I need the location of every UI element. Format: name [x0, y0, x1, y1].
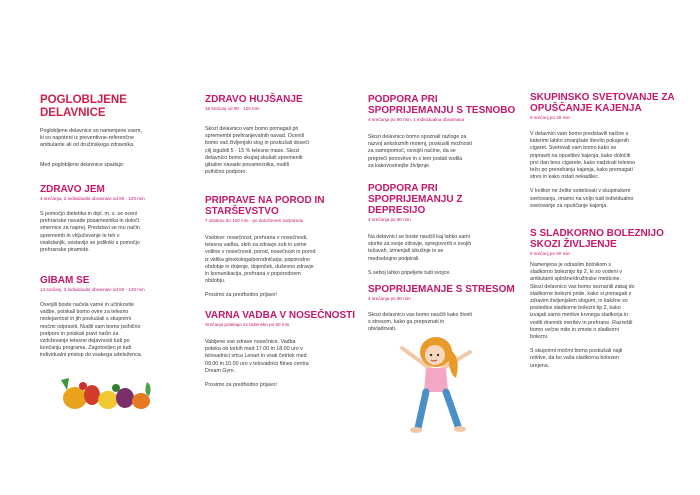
face-shape — [425, 345, 445, 365]
eggplant-shape — [116, 388, 134, 408]
section-title: PODPORA PRI — [368, 94, 438, 105]
section-gibam-se: GIBAM SE 14 srečanj, 2 individualni obravnavi od 60 - 120 min Osvojili boste načela varne in učinkovite vadbe, poiskali bomo ovire za telesno nedejavnost in jih poskušali s skupnimi močmi odpraviti. Nudili vam bomo psihično podporo in poiskali pravi način za vzdrževanje telesne dejavnosti tudi po končanju programa. Zagotovljen je tudi individualni pristop do vsakega udeleženca. — [40, 275, 145, 359]
section-title: STARŠEVSTVO — [205, 206, 279, 217]
section-subtitle: 4 srečanja, 2 individualni obravnavi od 90 - 120 min — [40, 196, 145, 201]
orange-shape — [63, 387, 87, 409]
fruit-vegetables-illustration — [55, 368, 165, 413]
section-title: DEPRESIJO — [368, 205, 426, 216]
section-subtitle: 16 srečanj od 90 - 120 min — [205, 106, 260, 111]
section-zdravo-hujsanje: ZDRAVO HUJŠANJE 16 srečanj od 90 - 120 min Skozi delavnico vam bomo pomagali pri spremembi prehranjevalnih navad. Ocenili bomo vaš življenjski slog in poskušali doseči cilj izgubiti 5 - 15 % telesne mase. Skozi delavnico bomo skupaj skušali spremeniti gibalne navade posameznika, nudili psihično podporo. — [205, 94, 309, 176]
section-subtitle: 14 srečanj, 2 individualni obravnavi od 60 - 120 min — [40, 287, 145, 292]
registration-note: Prosimo za predhodno prijavo! — [205, 382, 277, 389]
section-title: SPOPRIJEMANJU Z — [368, 194, 463, 205]
section-sladkorna-bolezen: S SLADKORNO BOLEZNIJO SKOZI ŽIVLJENJE 5 srečanj po 90 min Namenjena je odraslim bolnikom s sladkorno boleznijo tip 2, ki so vodeni v ambulanti splošne/družinske medicine. Skozi delavnico vas bomo seznanili zakaj do sladkorne bolezni pride, kako si pomagati z zdravim življenjskim slogom, in kakšne so posledice sladkorne bolezni tip 2, kako izvajati samo meritve krvnega sladkorja in voditi dnevnik meritev in prehrane. Razrešili bomo večne mite in zmote o sladkorni bolezni. S skupnimi močmi bomo poskušali najti rešitve, da bo vaša sladkorna bolezen urejena. — [530, 228, 664, 369]
section-title: S SLADKORNO BOLEZNIJO — [530, 228, 664, 239]
section-subtitle: Srečanja potekajo 2x tedensko po 60 min — [205, 322, 290, 327]
section-subtitle: 4 srečanja po 90 min — [368, 217, 411, 222]
section-priprave-na-porod: PRIPRAVE NA POROD IN STARŠEVSTVO 7 obiskov do 120 min - po določenem razporedu Vsebine: nosečnost, prehrana v nosečnosti, telesna vadba, skrb za zdravje zob in ustne votline v nosečnosti, porod, nosečnost in porod iz vidika ginekologa/porodničarja, poporodno obdobje in dojenje, dojenček, duševno zdravje in komunikacija, prehrana v poporodnem obdobju. Prosimo za predhodno prijavo! — [205, 195, 325, 299]
section-title: OPUŠČANJE KAJENJA — [530, 103, 642, 114]
section-zdravo-jem: ZDRAVO JEM 4 srečanja, 2 individualni obravnavi od 90 - 120 min S pomočjo dietetika in dipl. m. s. se oceni prehranske navade posameznika in določi smernice za naprej. Predstavi se mu način sprememb in vključevanje le teh v vsakdanjik, sestavijo se jedilniki s pomočjo prehranske piramide. — [40, 184, 145, 254]
leaf-shape — [61, 378, 69, 390]
section-subtitle: 5 srečanj po 90 min — [530, 251, 571, 256]
section-title: ZDRAVO HUJŠANJE — [205, 94, 303, 105]
section-subtitle: 4 srečanja po 90 min — [368, 296, 411, 301]
main-title-line: POGLOBLJENE — [40, 94, 127, 106]
registration-note: Prosimo za predhodno prijavo! — [205, 292, 277, 299]
family-note: S seboj lahko pripeljete tudi svojce. — [368, 269, 451, 276]
section-title: ZDRAVO JEM — [40, 184, 105, 195]
section-title: SKOZI ŽIVLJENJE — [530, 239, 617, 250]
section-stres: SPOPRIJEMANJE S STRESOM 4 srečanja po 90 min Skozi delavnico vas bomo naučili kako živeti s stresom, kako ga prepoznati in obvladovati. — [368, 284, 515, 333]
lemon-shape — [98, 391, 118, 409]
yoga-girl-illustration — [392, 330, 482, 435]
carrot-shape — [132, 393, 150, 409]
section-title: SKUPINSKO SVETOVANJE ZA — [530, 92, 675, 103]
intro-text: Poglobljene delavnice so namenjene vsem, ki so napoteni iz preventivne-referenčne ambulante ali od družinskega zdravnika. — [40, 128, 142, 149]
main-title — [40, 94, 127, 120]
section-title: SPOPRIJEMANJE S STRESOM — [368, 284, 515, 295]
section-subtitle: 4 srečanja po 90 min, 1 individualna obravnava — [368, 117, 465, 122]
section-subtitle: 6 srečanj po 45 min — [530, 115, 571, 120]
section-title: GIBAM SE — [40, 275, 90, 286]
main-title-line: DELAVNICE — [40, 107, 106, 119]
section-tesnoba: PODPORA PRI SPOPRIJEMANJU S TESNOBO 4 srečanja po 90 min, 1 individualna obravnava Skozi delavnico bomo spoznali razloge za razvoj anksioznih motenj, poskusili možnosti za samopomoč, osvojili načine, da se prepreči ponovitve in s tem podali vodila za kakovostnejše življenje. — [368, 94, 516, 169]
list-label: Med poglobljene delavnice spadajo: — [40, 162, 125, 168]
section-depresija: PODPORA PRI SPOPRIJEMANJU Z DEPRESIJO 4 srečanja po 90 min Na delavnici se boste naučili kaj lahko sami storite za svoje zdravje, spregovorili o svojih težavah, izmenjali izkušnje in se medsebojno podpirali. S seboj lahko pripeljete tudi svojce. — [368, 183, 472, 276]
shirt-shape — [424, 368, 448, 392]
section-opuscanje-kajenja: SKUPINSKO SVETOVANJE ZA OPUŠČANJE KAJENJA 6 srečanj po 45 min V delavnici vam bomo predstavili načine s katerimi lahko zmanjšate število pokajenih cigaret. Svetovali vam bomo kako se pripraviti na opustitev kajenja, kako določiti prvi dan brez cigarete, kako nadzirati telesno težo po prenehanju kajenja, kako premagati stres in kako ostati nekadilec. V kolikor ne želite sodelovati v skupinskem svetovanju, imamo na voljo tudi individualno svetovanje za opuščanje kajenja. — [530, 92, 675, 209]
section-title: PODPORA PRI — [368, 183, 438, 194]
section-title: PRIPRAVE NA POROD IN — [205, 195, 325, 206]
section-varna-vadba: VARNA VADBA V NOSEČNOSTI Srečanja potekajo 2x tedensko po 60 min Vabljene vse zdrave nosečnice. Vadba poteka ob torkih med 17.00 in 18.00 uro v telovadnici vrtca Lenart in vsak četrtek med 09.00 in 10.00 uro v telovadnici fitnes centra Dream Gym. Prosimo za predhodno prijavo! — [205, 310, 356, 389]
section-title: VARNA VADBA V NOSEČNOSTI — [205, 310, 356, 321]
section-subtitle: 7 obiskov do 120 min - po določenem razporedu — [205, 218, 304, 223]
section-title: SPOPRIJEMANJU S TESNOBO — [368, 105, 516, 116]
